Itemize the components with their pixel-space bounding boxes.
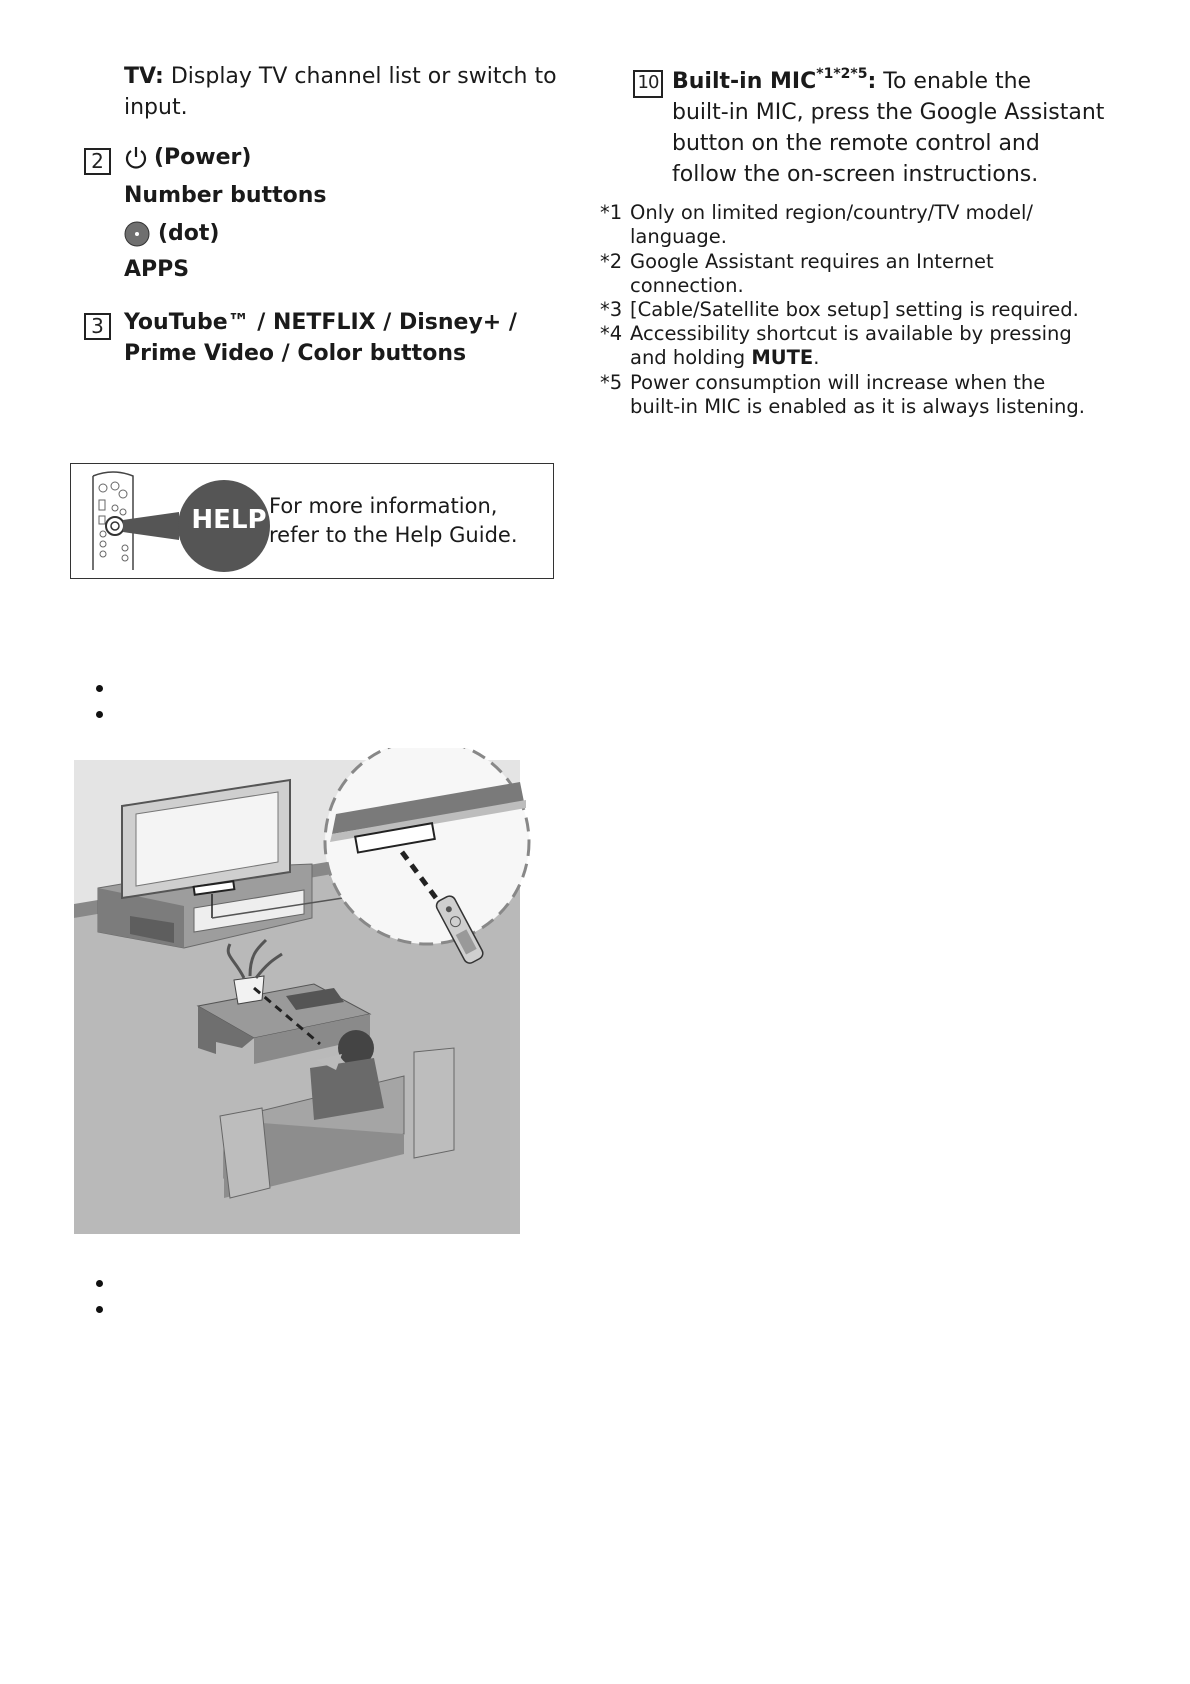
- item-10-line-4: follow the on-screen instructions.: [672, 162, 1039, 187]
- power-icon: [124, 145, 148, 171]
- dot-row: [124, 218, 220, 249]
- item-3-line-1: YouTube™ / NETFLIX / Disney+ /: [124, 310, 517, 335]
- help-text-line-1: For more information,: [269, 494, 498, 518]
- item-10-superscript: *1*2*5: [816, 65, 868, 82]
- item-10-number: 10: [633, 70, 663, 98]
- footnote-5: [600, 371, 1150, 419]
- tv-text-2: input.: [124, 95, 188, 120]
- footnote-line: and holding: [630, 346, 752, 369]
- item-10-title: Built-in MIC: [672, 69, 817, 94]
- footnote-line: language.: [630, 225, 727, 248]
- number-buttons-label: Number buttons: [124, 183, 327, 208]
- item-10-text: [672, 66, 1172, 190]
- tv-description: [124, 61, 557, 123]
- footnote-1: [600, 201, 1150, 249]
- mute-label: MUTE: [751, 346, 814, 369]
- tv-text: Display TV channel list or switch to: [170, 64, 557, 89]
- bullet: [96, 685, 103, 692]
- tv-room-illustration: [74, 748, 564, 1234]
- item-3-number: 3: [84, 313, 111, 340]
- footnote-mark: *4: [600, 322, 623, 345]
- footnote-3: [600, 298, 1150, 322]
- item-2-number: 2: [84, 148, 111, 175]
- dot-icon: [124, 221, 150, 247]
- item-10-line-3: button on the remote control and: [672, 131, 1040, 156]
- footnote-mark: *3: [600, 298, 623, 321]
- power-label: (Power): [154, 145, 252, 170]
- help-text-line-2: refer to the Help Guide.: [269, 523, 518, 547]
- apps-label: APPS: [124, 257, 190, 282]
- item-10-line-2: built-in MIC, press the Google Assistant: [672, 100, 1105, 125]
- footnote-4: [600, 322, 1150, 370]
- footnote-mark: *1: [600, 201, 623, 224]
- footnote-line: [Cable/Satellite box setup] setting is required.: [630, 298, 1079, 321]
- item-3-text: [124, 307, 517, 369]
- bullet: [96, 1280, 103, 1287]
- help-guide-box: [70, 463, 554, 579]
- footnote-line: Accessibility shortcut is available by pressing: [630, 322, 1072, 345]
- footnote-line: .: [813, 346, 820, 369]
- footnote-line: Only on limited region/country/TV model/: [630, 201, 1033, 224]
- help-text: [269, 492, 518, 550]
- footnote-2: [600, 250, 1150, 298]
- footnote-line: Power consumption will increase when the: [630, 371, 1046, 394]
- footnote-line: Google Assistant requires an Internet: [630, 250, 994, 273]
- item-10-line-1: To enable the: [883, 69, 1032, 94]
- bullet: [96, 1306, 103, 1313]
- footnote-mark: *5: [600, 371, 623, 394]
- tv-label: TV:: [124, 64, 164, 89]
- footnote-line: connection.: [630, 274, 744, 297]
- help-badge: HELP: [191, 505, 267, 535]
- bullet: [96, 711, 103, 718]
- power-row: [124, 142, 251, 173]
- item-3-line-2: Prime Video / Color buttons: [124, 341, 467, 366]
- footnote-line: built-in MIC is enabled as it is always listening.: [630, 395, 1085, 418]
- footnote-mark: *2: [600, 250, 623, 273]
- dot-label: (dot): [158, 221, 220, 246]
- item-10-colon: :: [867, 69, 877, 94]
